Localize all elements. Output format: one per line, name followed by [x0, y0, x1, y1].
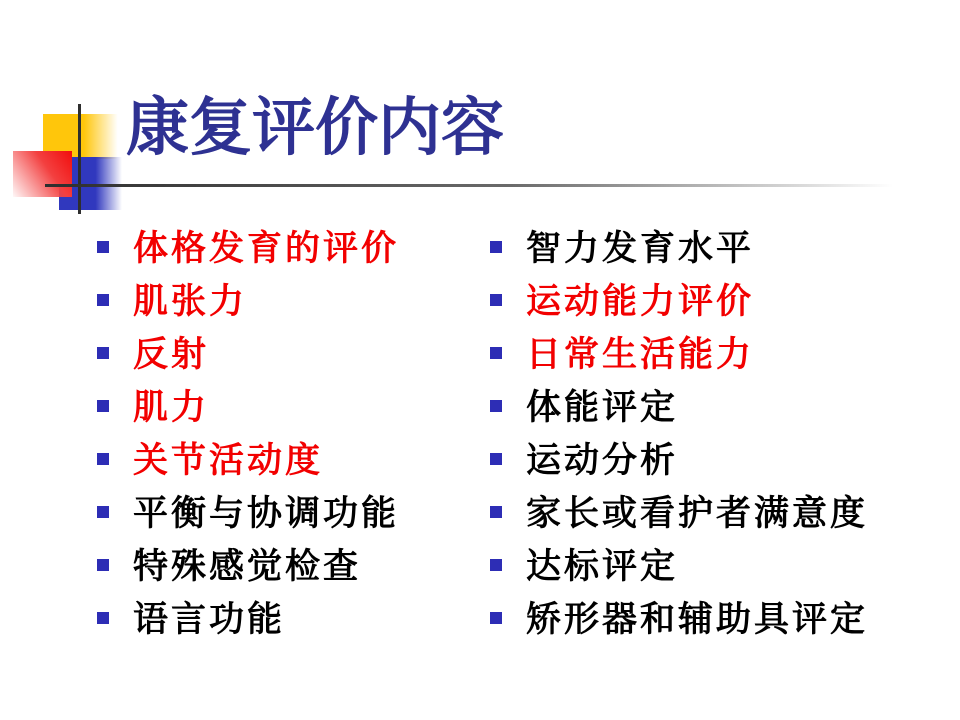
square-bullet-icon: [97, 400, 109, 412]
list-item: [97, 484, 482, 537]
list-item-label: 肌力: [133, 387, 210, 427]
list-item: [97, 325, 482, 378]
list-item-label: 肌张力: [133, 281, 248, 321]
square-bullet-icon: [97, 453, 109, 465]
list-item-label: 反射: [133, 334, 210, 374]
list-item: [97, 537, 482, 590]
list-item: [490, 325, 935, 378]
list-item-label: 达标评定: [526, 546, 679, 586]
square-bullet-icon: [97, 241, 109, 253]
square-bullet-icon: [490, 400, 502, 412]
square-bullet-icon: [97, 612, 109, 624]
list-item-label: 体格发育的评价: [133, 228, 400, 268]
list-item-label: 智力发育水平: [526, 228, 755, 268]
decoration-vertical-line: [78, 104, 81, 214]
square-bullet-icon: [490, 294, 502, 306]
square-bullet-icon: [490, 241, 502, 253]
square-bullet-icon: [97, 347, 109, 359]
list-item-label: 矫形器和辅助具评定: [526, 599, 869, 639]
square-bullet-icon: [97, 294, 109, 306]
list-item: [97, 378, 482, 431]
list-item-label: 特殊感觉检查: [133, 546, 362, 586]
list-item: [490, 219, 935, 272]
list-item-label: 语言功能: [133, 599, 286, 639]
list-item: [97, 431, 482, 484]
bullet-list-left: [97, 219, 482, 643]
list-item: [490, 272, 935, 325]
list-item-label: 平衡与协调功能: [133, 493, 400, 533]
decoration-red-square: [13, 151, 72, 197]
slide-title: 康复评价内容: [126, 93, 504, 163]
square-bullet-icon: [490, 506, 502, 518]
list-item-label: 日常生活能力: [526, 334, 755, 374]
square-bullet-icon: [490, 612, 502, 624]
list-item-label: 运动能力评价: [526, 281, 755, 321]
square-bullet-icon: [490, 347, 502, 359]
square-bullet-icon: [490, 453, 502, 465]
list-item-label: 体能评定: [526, 387, 679, 427]
square-bullet-icon: [490, 559, 502, 571]
list-item: [97, 590, 482, 643]
square-bullet-icon: [97, 506, 109, 518]
list-item: [490, 431, 935, 484]
list-item-label: 家长或看护者满意度: [526, 493, 869, 533]
title-underline: [45, 184, 893, 187]
list-item: [97, 272, 482, 325]
list-item: [490, 484, 935, 537]
list-item: [490, 378, 935, 431]
bullet-list-right: [490, 219, 935, 643]
list-item: [97, 219, 482, 272]
list-item-label: 运动分析: [526, 440, 679, 480]
list-item: [490, 537, 935, 590]
list-item: [490, 590, 935, 643]
square-bullet-icon: [97, 559, 109, 571]
list-item-label: 关节活动度: [133, 440, 324, 480]
